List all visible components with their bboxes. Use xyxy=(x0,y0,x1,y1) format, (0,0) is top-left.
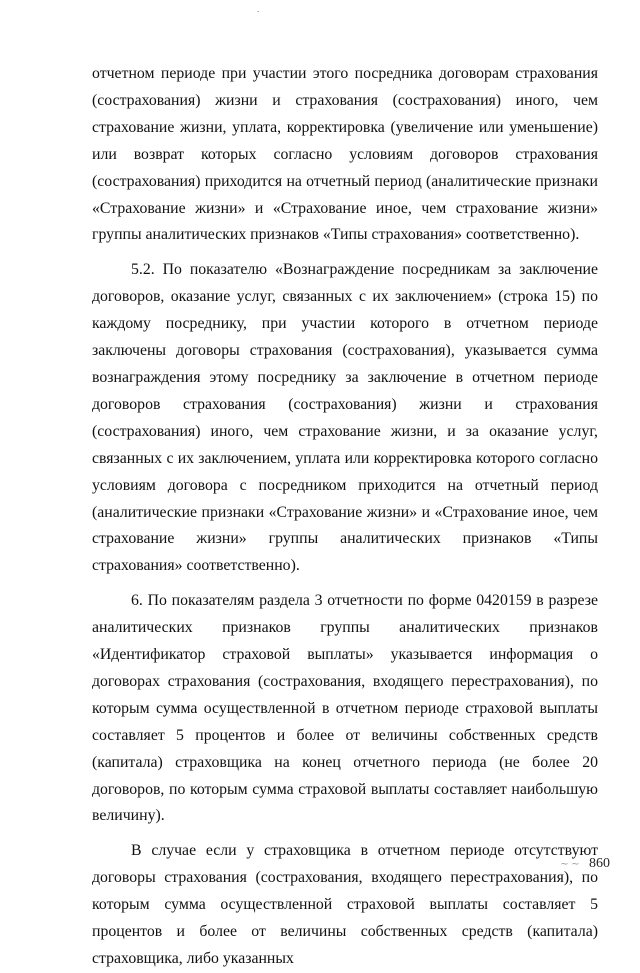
paragraph-5-2: 5.2. По показателю «Вознаграждение посредникам за заключение договоров, оказание услуг, связанных с их заключением» (строка 15) по каждому посреднику, при участии которого в отчетном периоде заключены договоры страхования (сострахования), указывается сумма вознаграждения этому посреднику за заключение в отчетном периоде договоров страхования (сострахования) жизни и страхования (сострахования) иного, чем страхование жизни, и за оказание услуг, связанных с их заключением, уплата или корректировка которого согласно условиям договора с посредником приходится на отчетный период (аналитические признаки «Страхование жизни» и «Страхование иное, чем страхование жизни» группы аналитических признаков «Типы страхования» соответственно). xyxy=(92,261,598,575)
footer-mark: ∼ ∼ xyxy=(560,859,580,870)
paragraph-continuation: отчетном периоде при участии этого посредника договорам страхования (сострахования) жизни и страхования (сострахования) иного, чем страхование жизни, уплата, корректировка (увеличение или уменьшение) или возврат которых согласно условиям договоров страхования (сострахования) приходится на отчетный период (аналитические признаки «Страхование жизни» и «Страхование иное, чем страхование жизни» группы аналитических признаков «Типы страхования» соответственно). xyxy=(92,65,598,244)
body-text xyxy=(92,61,598,973)
paragraph-case: В случае если у страховщика в отчетном периоде отсутствуют договоры страхования (сострахования, входящего перестрахования), по которым сумма осуществленной страховой выплаты составляет 5 процентов и более от величины собственных средств (капитала) страховщика, либо указанных xyxy=(92,842,598,967)
scan-artifact: . xyxy=(257,4,260,14)
page-number: 860 xyxy=(589,856,610,871)
page-footer xyxy=(560,856,610,872)
paragraph-6: 6. По показателям раздела 3 отчетности по форме 0420159 в разрезе аналитических признаков группы аналитических признаков «Идентификатор страховой выплаты» указывается информация о договорах страхования (сострахования, входящего перестрахования), по которым сумма осуществленной в отчетном периоде страховой выплаты составляет 5 процентов и более от величины собственных средств (капитала) страховщика на конец отчетного периода (не более 20 договоров, по которым сумма страховой выплаты составляет наибольшую величину). xyxy=(92,592,598,825)
